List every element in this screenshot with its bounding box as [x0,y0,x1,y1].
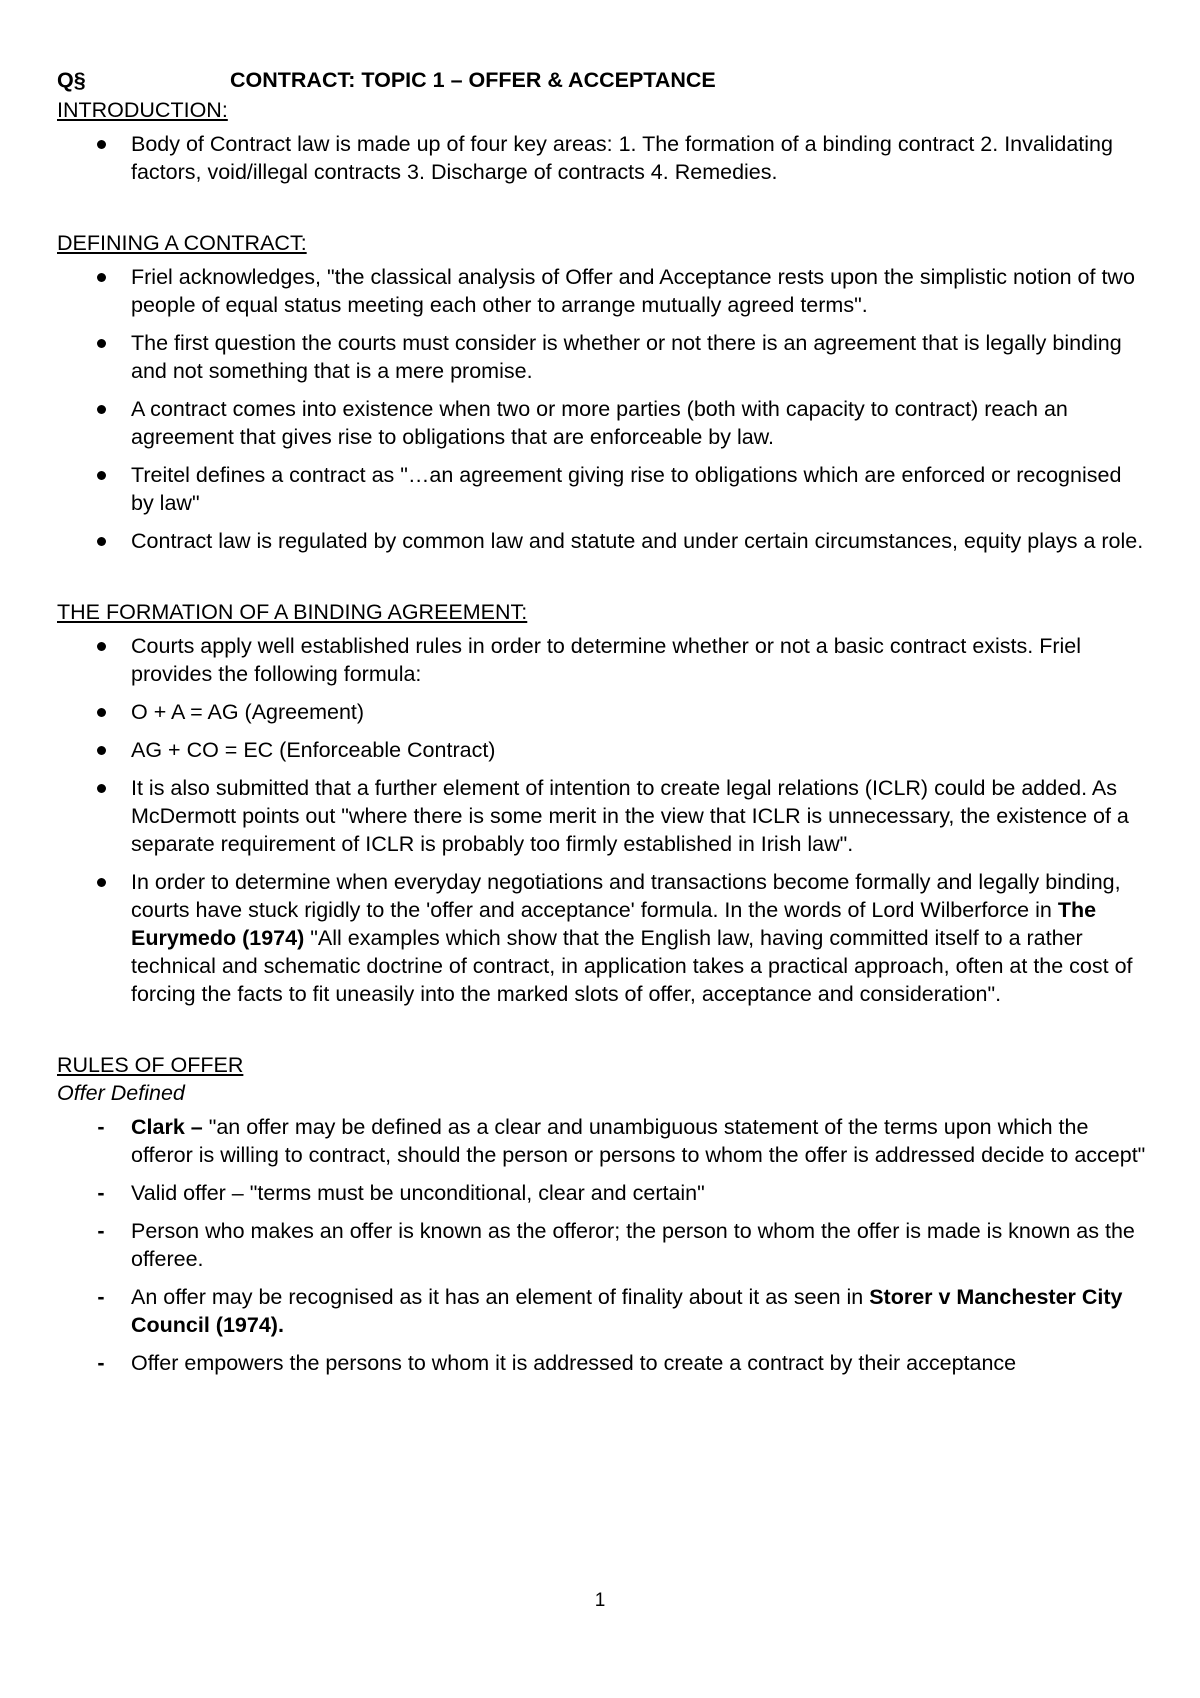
list-item [57,263,1147,319]
text-run: Body of Contract law is made up of four key areas: 1. The formation of a binding contract 2. Invalidating factors, void/illegal contracts 3. Discharge of contracts 4. Remedies. [131,132,1113,184]
list-item [57,774,1147,858]
list-item [57,1179,1147,1207]
list-item [57,395,1147,451]
text-run: Contract law is regulated by common law and statute and under certain circumstances, equity plays a role. [131,529,1144,553]
list-item-text [131,1181,705,1205]
section [57,1018,1147,1377]
text-run: An offer may be recognised as it has an element of finality about it as seen in [131,1285,870,1309]
list-item [57,698,1147,726]
section-heading: INTRODUCTION: [57,98,228,122]
section-heading: THE FORMATION OF A BINDING AGREEMENT: [57,600,528,624]
list-item-text [131,265,1135,317]
list-item-text [131,1285,1123,1337]
text-run: Person who makes an offer is known as the offeror; the person to whom the offer is made is known as the offeree. [131,1219,1135,1271]
list-item [57,632,1147,688]
section-heading: DEFINING A CONTRACT: [57,231,307,255]
list-item-text [131,463,1121,515]
section-subheading: Offer Defined [57,1081,185,1105]
section-spacer [57,1018,1147,1051]
list-item [57,1349,1147,1377]
list-item-text [131,870,1133,1006]
list-item-text [131,634,1081,686]
list-item-text [131,132,1113,184]
text-run: Courts apply well established rules in order to determine whether or not a basic contract exists. Friel provides the following formula: [131,634,1082,686]
list-item [57,130,1147,186]
list-item [57,736,1147,764]
text-run: Offer empowers the persons to whom it is addressed to create a contract by their acceptance [131,1351,1017,1375]
dash-icon: - [97,1181,105,1205]
text-run: Friel acknowledges, "the classical analysis of Offer and Acceptance rests upon the simplistic notion of two people of equal status meeting each other to arrange mutually agreed terms". [131,265,1135,317]
item-list [57,632,1147,1008]
item-list [57,263,1147,555]
dash-icon: - [97,1285,105,1309]
text-run: The first question the courts must consider is whether or not there is an agreement that is legally binding and not something that is a mere promise. [131,331,1122,383]
text-run: Valid offer – "terms must be unconditional, clear and certain" [131,1181,705,1205]
text-run: O + A = AG (Agreement) [131,700,365,724]
text-run: It is also submitted that a further element of intention to create legal relations (ICLR) could be added. As McDermott points out "where there is some merit in the view that ICLR is unnecessary, the existence of a separate requirement of ICLR is probably too firmly established in Irish law". [131,776,1129,856]
text-run: AG + CO = EC (Enforceable Contract) [131,738,496,762]
section [57,196,1147,555]
text-run: "an offer may be defined as a clear and unambiguous statement of the terms upon which the offeror is willing to contract, should the person or persons to whom the offer is addressed decide to accept" [131,1115,1146,1167]
case-citation: The Eurymedo (1974) [131,898,1097,950]
list-item-text [131,1115,1145,1167]
list-item [57,1217,1147,1273]
list-item [57,461,1147,517]
text-run: "All examples which show that the English law, having committed itself to a rather technical and schematic doctrine of contract, in application takes a practical approach, often at the cost of forcing the facts to fit uneasily into the marked slots of offer, acceptance and consideration". [131,926,1133,1006]
document-page [57,66,1147,1387]
list-item-text [131,529,1143,553]
list-item [57,329,1147,385]
case-citation: Storer v Manchester City Council (1974). [131,1285,1123,1337]
list-item-text [131,738,495,762]
title-text: CONTRACT: TOPIC 1 – OFFER & ACCEPTANCE [230,68,716,92]
item-list [57,1113,1147,1377]
sections-container [57,96,1147,1377]
list-item-text [131,1351,1016,1375]
list-item [57,527,1147,555]
section-spacer [57,565,1147,598]
text-run: A contract comes into existence when two or more parties (both with capacity to contract) reach an agreement that gives rise to obligations that are enforceable by law. [131,397,1068,449]
list-item [57,868,1147,1008]
list-item-text [131,776,1129,856]
text-run: Treitel defines a contract as "…an agreement giving rise to obligations which are enforced or recognised by law" [131,463,1122,515]
list-item-text [131,397,1068,449]
dash-icon: - [97,1115,105,1139]
section-spacer [57,196,1147,229]
list-item [57,1113,1147,1169]
document-title [57,66,1147,96]
section-heading: RULES OF OFFER [57,1053,244,1077]
title-prefix: Q§ [57,68,86,92]
section [57,565,1147,1008]
list-item-text [131,1219,1135,1271]
text-run: In order to determine when everyday negotiations and transactions become formally and legally binding, courts have stuck rigidly to the 'offer and acceptance' formula. In the words of Lord Wilberforce in [131,870,1121,922]
dash-icon: - [97,1351,105,1375]
dash-icon: - [97,1219,105,1243]
case-citation: Clark – [131,1115,203,1139]
list-item-text [131,700,364,724]
list-item [57,1283,1147,1339]
item-list [57,130,1147,186]
page-number: 1 [594,1590,606,1611]
list-item-text [131,331,1122,383]
section [57,96,1147,186]
